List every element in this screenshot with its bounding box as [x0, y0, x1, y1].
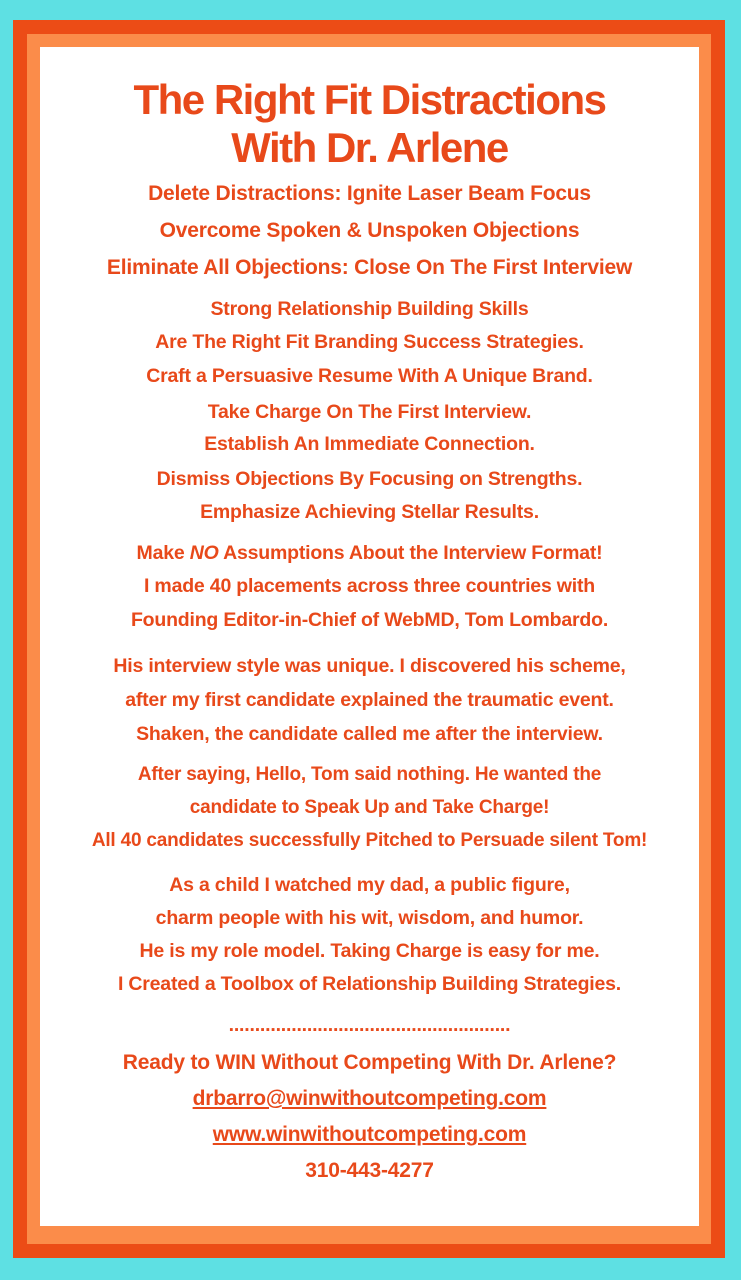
email-link[interactable]: drbarro@winwithoutcompeting.com	[192, 1087, 547, 1110]
headline-line-2: Overcome Spoken & Unspoken Objections	[159, 219, 580, 242]
cta-question: Ready to WIN Without Competing With Dr. Arlene?	[122, 1051, 617, 1074]
flyer-content	[40, 47, 699, 1226]
assumptions-prefix: Make	[136, 542, 190, 564]
title-line-2: With Dr. Arlene	[231, 124, 508, 171]
interview-line-4: Emphasize Achieving Stellar Results.	[200, 501, 539, 523]
assumptions-suffix: Assumptions About the Interview Format!	[218, 542, 603, 564]
dotted-divider: ......................................................	[228, 1014, 511, 1036]
assumptions-line-1	[32, 542, 707, 565]
phone-number: 310-443-4277	[305, 1159, 434, 1182]
skills-line-2: Are The Right Fit Branding Success Strategies.	[155, 331, 584, 353]
child-line-3: He is my role model. Taking Charge is easy for me.	[139, 940, 600, 962]
tom-line-1: After saying, Hello, Tom said nothing. He wanted the	[137, 764, 602, 785]
child-line-2: charm people with his wit, wisdom, and humor.	[155, 907, 584, 929]
story-line-2: after my first candidate explained the traumatic event.	[125, 689, 614, 711]
headline-line-1: Delete Distractions: Ignite Laser Beam Focus	[148, 182, 591, 205]
tom-line-2: candidate to Speak Up and Take Charge!	[189, 797, 550, 818]
child-line-4: I Created a Toolbox of Relationship Building Strategies.	[117, 973, 622, 995]
interview-line-3: Dismiss Objections By Focusing on Strengths.	[156, 468, 583, 490]
tom-line-3: All 40 candidates successfully Pitched to Persuade silent Tom!	[91, 830, 648, 851]
skills-line-3: Craft a Persuasive Resume With A Unique Brand.	[146, 365, 593, 387]
skills-line-1: Strong Relationship Building Skills	[210, 298, 529, 320]
story-line-3: Shaken, the candidate called me after the interview.	[136, 723, 603, 745]
assumptions-line-3: Founding Editor-in-Chief of WebMD, Tom Lombardo.	[130, 609, 609, 631]
headline-line-3: Eliminate All Objections: Close On The First Interview	[106, 256, 633, 279]
story-line-1: His interview style was unique. I discovered his scheme,	[113, 655, 626, 677]
assumptions-emphasis: NO	[189, 542, 219, 564]
website-link[interactable]: www.winwithoutcompeting.com	[212, 1123, 527, 1146]
child-line-1: As a child I watched my dad, a public figure,	[169, 874, 570, 896]
assumptions-line-2: I made 40 placements across three countries with	[144, 575, 595, 597]
interview-line-1: Take Charge On The First Interview.	[207, 401, 532, 423]
title-line-1: The Right Fit Distractions	[133, 76, 606, 123]
interview-line-2: Establish An Immediate Connection.	[204, 433, 535, 455]
